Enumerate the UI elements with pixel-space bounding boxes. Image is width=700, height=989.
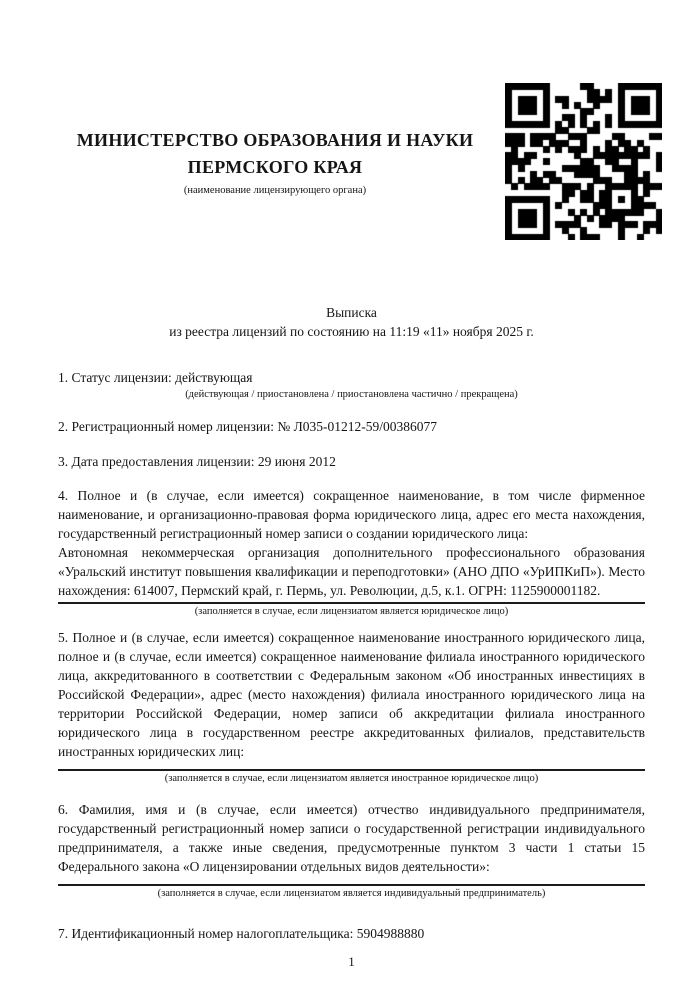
field-legal-entity	[58, 486, 645, 619]
page-number: 1	[348, 954, 355, 969]
field-entrepreneur	[58, 800, 645, 901]
field-taxpayer-number: 7. Идентификационный номер налогоплательщика: 5904988880	[58, 926, 425, 941]
license-status-text: 1. Статус лицензии: действующая	[58, 370, 253, 385]
entrepreneur-fill-line	[58, 884, 645, 886]
field-license-grant-date: 3. Дата предоставления лицензии: 29 июня 2012	[58, 454, 336, 469]
legal-entity-caption: (заполняется в случае, если лицензиатом является юридическое лицо)	[194, 606, 509, 617]
foreign-entity-caption: (заполняется в случае, если лицензиатом является иностранное юридическое лицо)	[164, 773, 539, 784]
foreign-entity-label: 5. Полное и (в случае, если имеется) сокращенное наименование иностранного юридического лица, полное и (в случае, если имеется) сокращенное наименование филиала иностранного юридического лица, аккредитованного в соответствии с Федеральным законом «Об иностранных инвестициях в Российской Федерации», адрес (место нахождения) филиала иностранного юридического лица на территории Российской Федерации, номер записи об аккредитации филиала иностранного юридического лица в государственном реестре аккредитованных филиалов, представительств иностранных юридических лиц:	[58, 630, 645, 759]
licensing-authority-block	[40, 127, 510, 197]
document-title-line1: Выписка	[326, 305, 377, 320]
ministry-name-line2: ПЕРМСКОГО КРАЯ	[187, 157, 363, 177]
entrepreneur-label: 6. Фамилия, имя и (в случае, если имеется) отчество индивидуального предпринимателя, государственный регистрационный номер записи о государственной регистрации индивидуального предпринимателя, а также иные сведения, предусмотренные пунктом 3 части 1 статьи 15 Федерального закона «О лицензировании отдельных видов деятельности»:	[58, 802, 645, 874]
qr-code-image	[505, 83, 662, 240]
ministry-name-line1: МИНИСТЕРСТВО ОБРАЗОВАНИЯ И НАУКИ	[76, 130, 474, 150]
ministry-name	[40, 127, 510, 181]
legal-entity-value: Автономная некоммерческая организация дополнительного профессионального образования «Уральский институт повышения квалификации и переподготовки» (АНО ДПО «УрИПКиП»). Место нахождения: 614007, Пермский край, г. Пермь, ул. Революции, д.5, к.1. ОГРН: 1125900001182.	[58, 545, 645, 598]
foreign-entity-fill-line	[58, 769, 645, 771]
field-license-status	[58, 368, 645, 402]
document-title-line2: из реестра лицензий по состоянию на 11:19 «11» ноября 2025 г.	[169, 324, 534, 339]
license-status-options-caption: (действующая / приостановлена / приостановлена частично / прекращена)	[185, 389, 518, 400]
document-body	[58, 303, 645, 971]
ministry-caption: (наименование лицензирующего органа)	[183, 185, 367, 196]
field-registration-number: 2. Регистрационный номер лицензии: № Л035-01212-59/00386077	[58, 419, 438, 434]
field-foreign-entity	[58, 628, 645, 786]
qr-code-icon	[505, 83, 662, 240]
legal-entity-label: 4. Полное и (в случае, если имеется) сокращенное наименование, в том числе фирменное наименование, и организационно-правовая форма юридического лица, адрес его места нахождения, государственный регистрационный номер записи о создании юридического лица:	[58, 488, 645, 541]
entrepreneur-caption: (заполняется в случае, если лицензиатом является индивидуальный предприниматель)	[157, 888, 546, 899]
document-title	[58, 303, 645, 341]
legal-entity-fill-line	[58, 602, 645, 604]
document-header	[0, 0, 700, 245]
